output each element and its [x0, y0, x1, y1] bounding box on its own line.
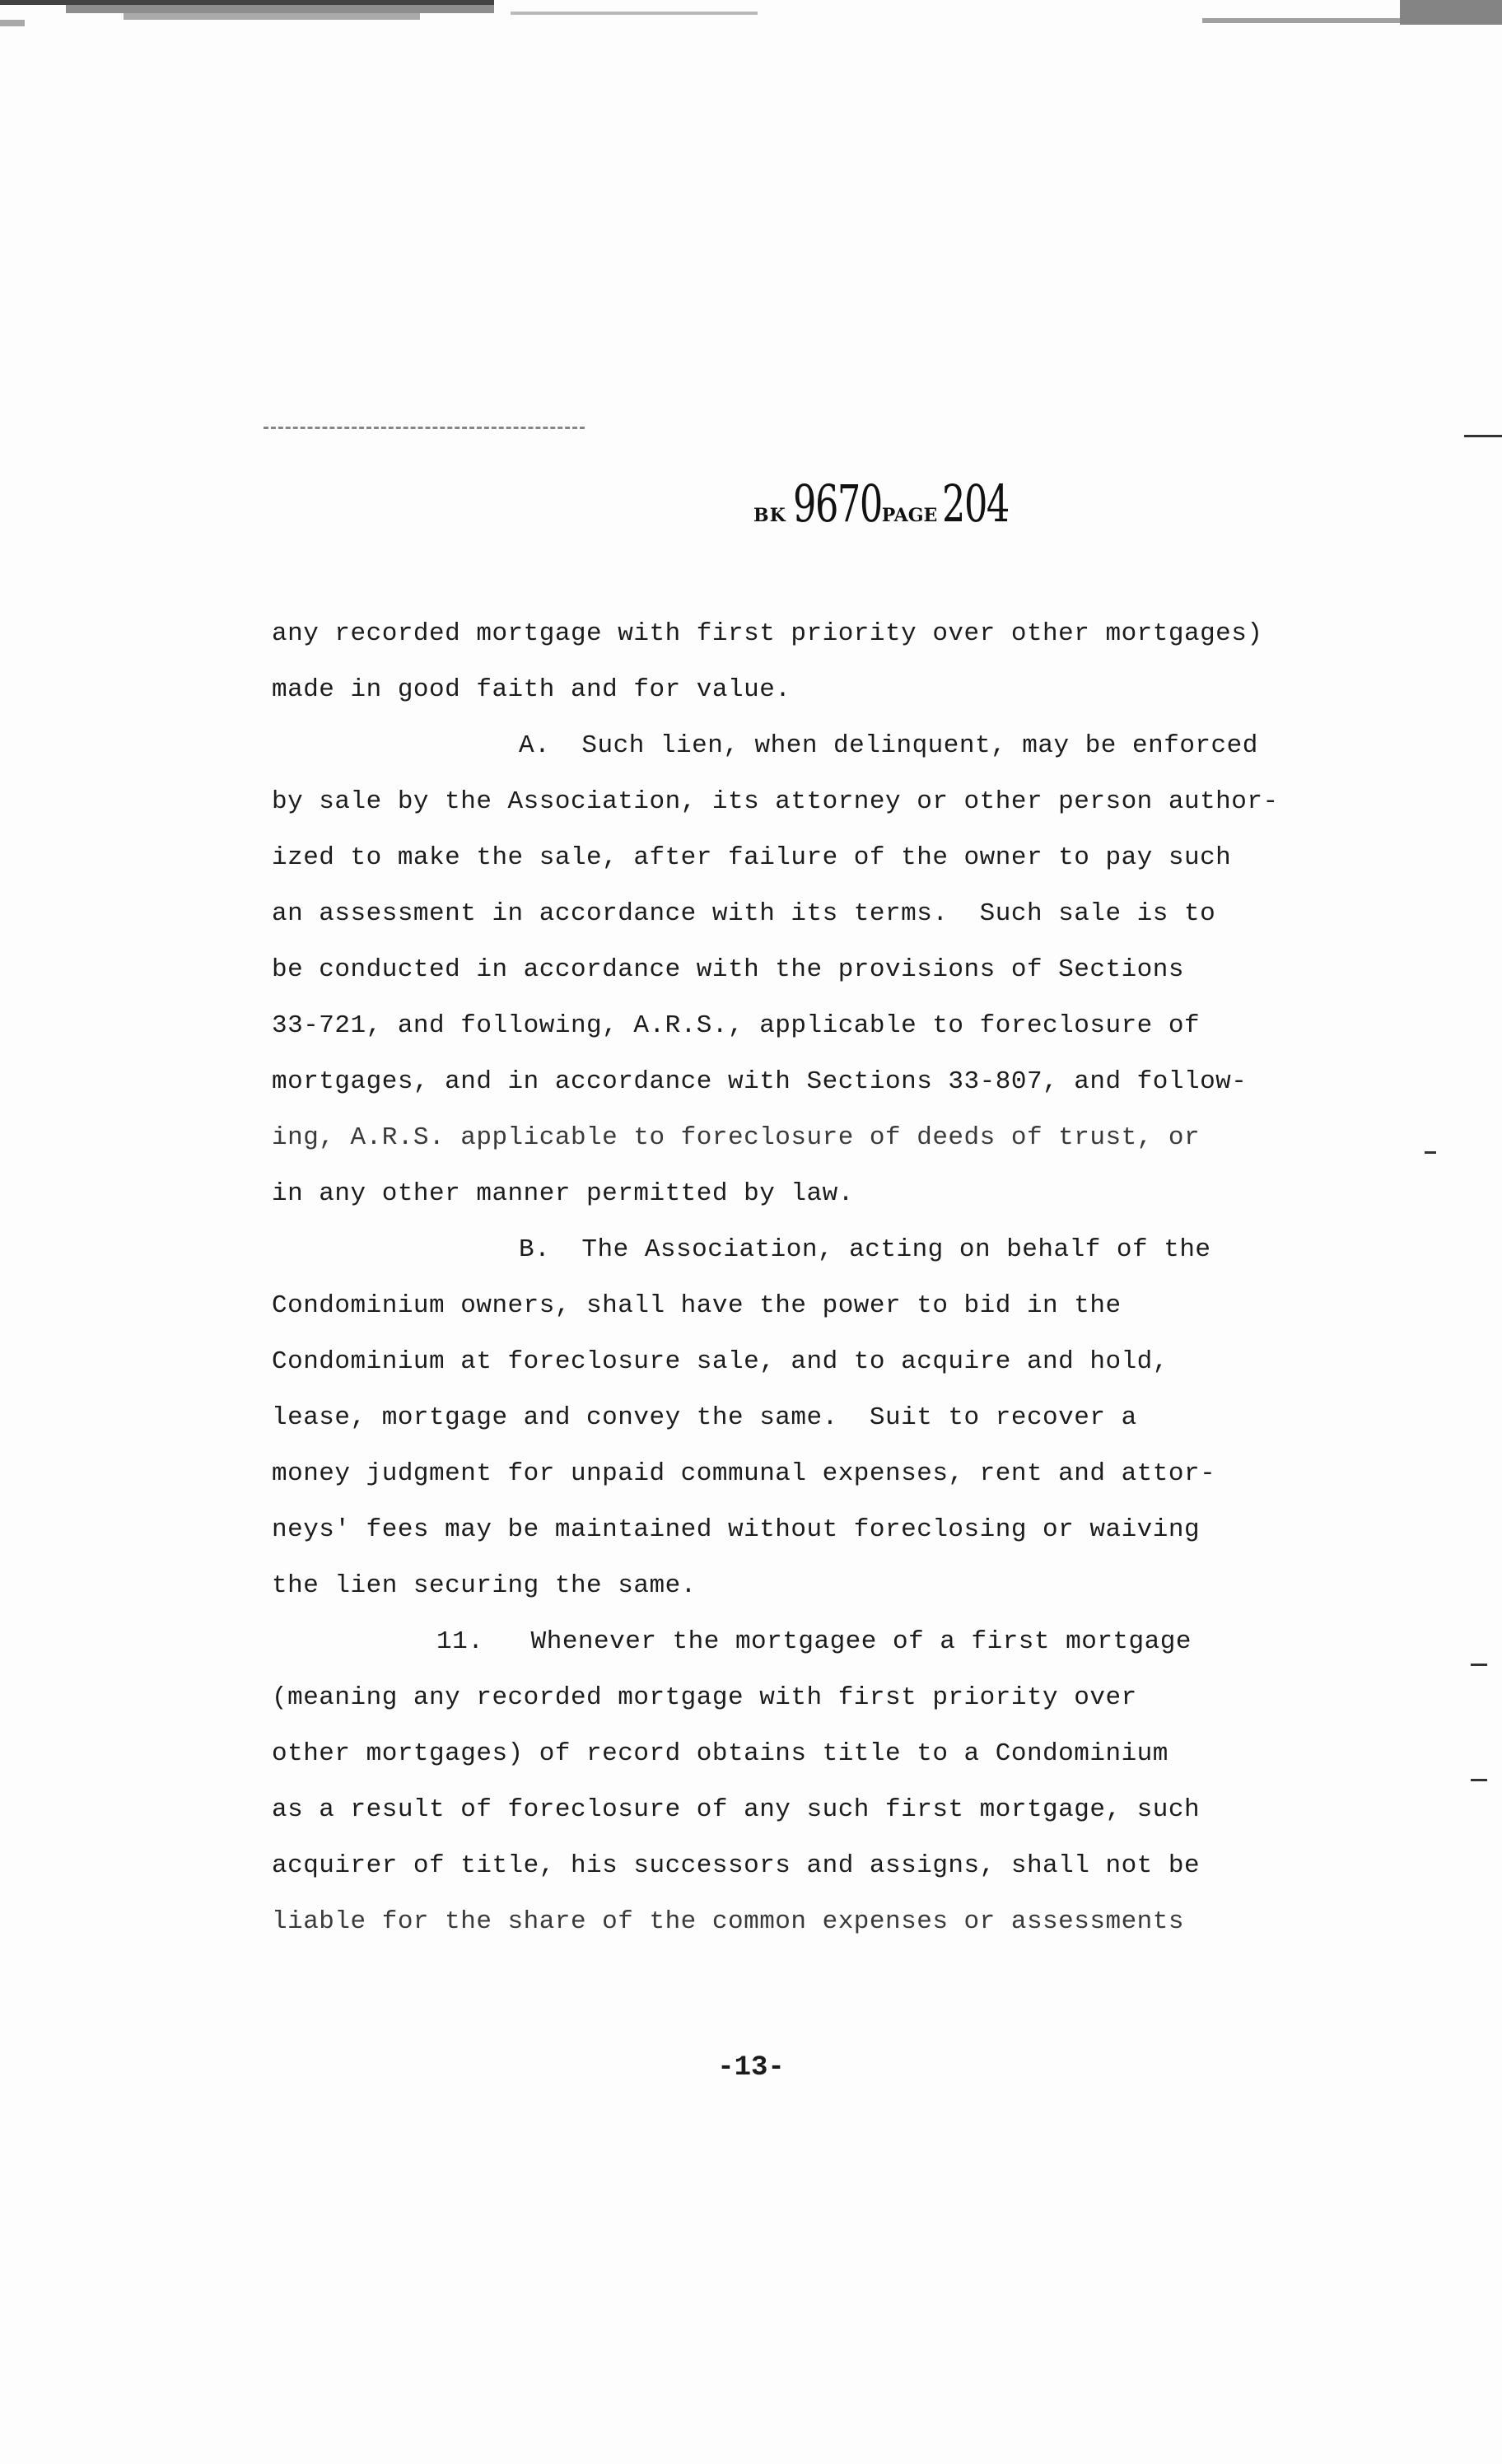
text-line: 33-721, and following, A.R.S., applicable to foreclosure of: [272, 1011, 1201, 1040]
book-prefix: BK: [753, 505, 786, 526]
text-line: ized to make the sale, after failure of the owner to pay such: [272, 843, 1232, 872]
text-line: A. Such lien, when delinquent, may be enforced: [519, 731, 1258, 760]
text-line: other mortgages) of record obtains title to a Condominium: [272, 1739, 1168, 1768]
scan-noise-top: [0, 0, 1502, 33]
text-line: made in good faith and for value.: [272, 675, 791, 704]
text-line: ing, A.R.S. applicable to foreclosure of deeds of trust, or: [272, 1123, 1201, 1152]
text-line: 11. Whenever the mortgagee of a first mortgage: [436, 1627, 1192, 1656]
text-line: be conducted in accordance with the provisions of Sections: [272, 955, 1184, 984]
text-line: any recorded mortgage with first priority over other mortgages): [272, 619, 1263, 648]
text-line: neys' fees may be maintained without foreclosing or waiving: [272, 1515, 1201, 1544]
text-line: Condominium owners, shall have the power to bid in the: [272, 1291, 1122, 1320]
text-line: by sale by the Association, its attorney or other person author-: [272, 787, 1279, 816]
text-line: lease, mortgage and convey the same. Suit to recover a: [272, 1403, 1137, 1432]
text-line: money judgment for unpaid communal expenses, rent and attor-: [272, 1459, 1216, 1488]
margin-dash-mark: [1471, 1779, 1487, 1781]
text-line: mortgages, and in accordance with Sections 33-807, and follow-: [272, 1067, 1248, 1096]
text-line: an assessment in accordance with its terms. Such sale is to: [272, 899, 1216, 928]
text-line: (meaning any recorded mortgage with first priority over: [272, 1683, 1137, 1712]
margin-dash-mark: [1471, 1664, 1487, 1666]
text-line: as a result of foreclosure of any such first mortgage, such: [272, 1795, 1201, 1824]
page-number-footer: -13-: [717, 2052, 785, 2084]
book-page-reference: [753, 474, 1016, 534]
body-text: [272, 606, 1425, 1950]
text-line: the lien securing the same.: [272, 1571, 697, 1600]
page-number-header: 204: [942, 474, 1010, 534]
text-line: liable for the share of the common expenses or assessments: [272, 1907, 1184, 1936]
text-line: Condominium at foreclosure sale, and to acquire and hold,: [272, 1347, 1168, 1376]
page-label: PAGE: [881, 505, 938, 526]
text-line: B. The Association, acting on behalf of the: [519, 1235, 1211, 1264]
text-line: acquirer of title, his successors and assigns, shall not be: [272, 1851, 1201, 1880]
margin-rule: [1464, 435, 1502, 437]
margin-dash-mark: [1425, 1151, 1436, 1154]
text-line: in any other manner permitted by law.: [272, 1179, 854, 1208]
header-rule: [264, 427, 585, 429]
book-number: 9670: [792, 474, 882, 534]
